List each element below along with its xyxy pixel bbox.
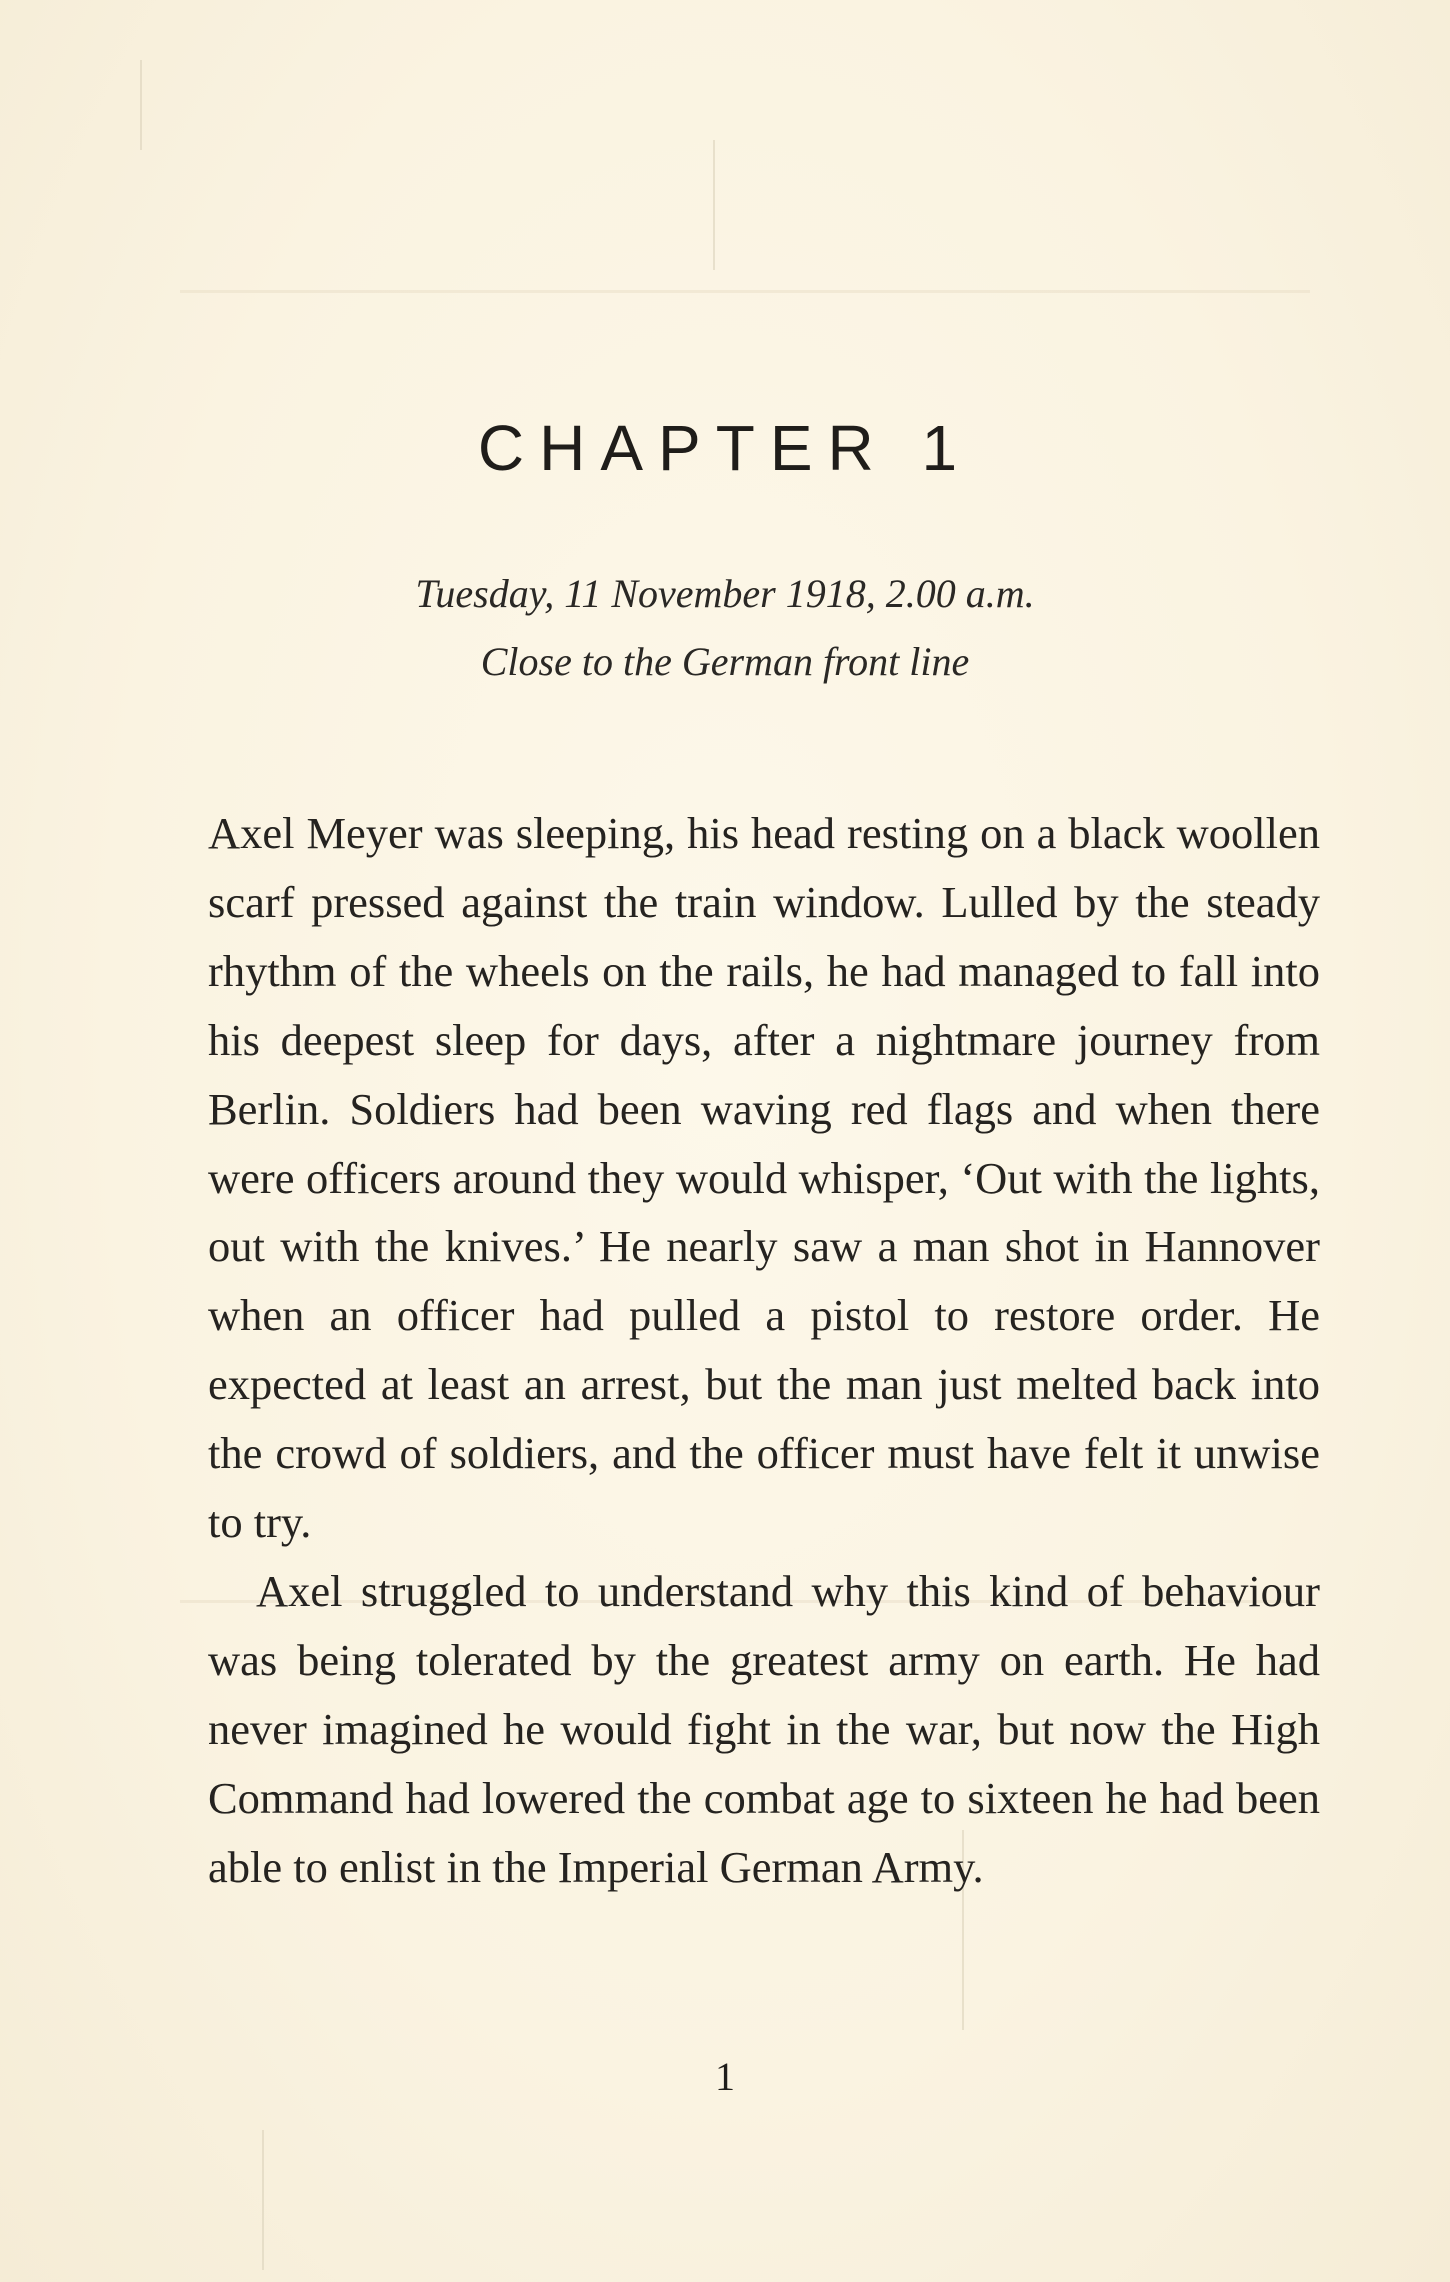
chapter-location-subheading: Close to the German front line bbox=[480, 639, 970, 684]
page-number: 1 bbox=[715, 2054, 735, 2099]
body-paragraph-1: Axel Meyer was sleeping, his head resting on a black woollen scarf pressed against the train window. Lulled by the steady rhythm of the wheels on the rails, he had managed to fall into his deepest sleep for days, after a nightmare journey from Berlin. Soldiers had been waving red flags and when there were officers around they would whisper, ‘Out with the lights, out with the knives.’ He nearly saw a man shot in Hannover when an officer had pulled a pistol to restore order. He expected at least an arrest, but the man just melted back into the crowd of soldiers, and the officer must have felt it unwise to try. bbox=[208, 808, 1320, 1548]
bleed-through-line-1 bbox=[180, 290, 1310, 293]
scan-crease-top bbox=[713, 140, 715, 270]
scan-crease-lower-left bbox=[262, 2130, 264, 2270]
chapter-title: CHAPTER 1 bbox=[477, 412, 973, 484]
scan-crease-left bbox=[140, 60, 142, 150]
body-text bbox=[208, 799, 1320, 1902]
chapter-date-subheading: Tuesday, 11 November 1918, 2.00 a.m. bbox=[415, 571, 1035, 616]
body-paragraph-2: Axel struggled to understand why this kind of behaviour was being tolerated by the greatest army on earth. He had never imagined he would fight in the war, but now the High Command had lowered the combat age to sixteen he had been able to enlist in the Imperial German Army. bbox=[208, 1565, 1320, 1892]
